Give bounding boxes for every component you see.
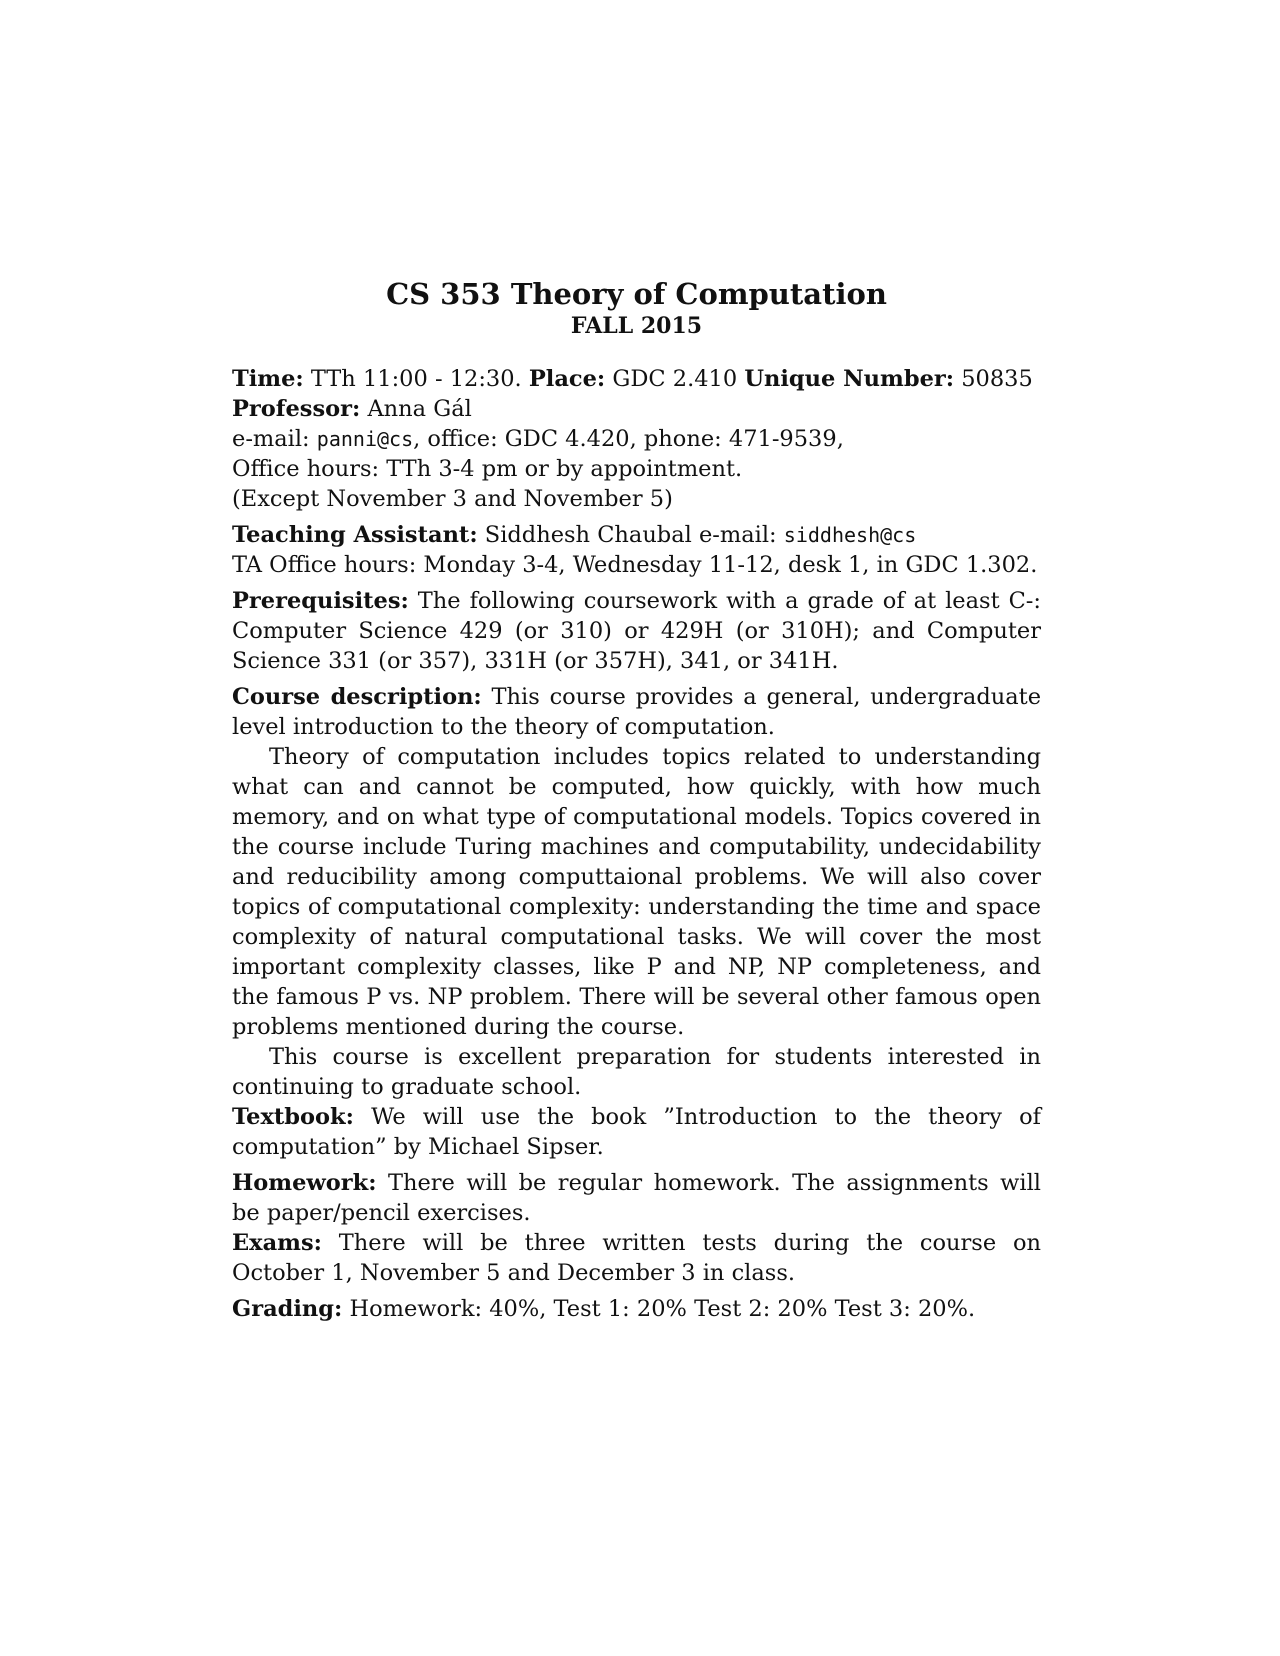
place-label: Place:	[528, 366, 606, 392]
grading-section	[232, 1294, 1041, 1324]
textbook-section	[232, 1102, 1041, 1162]
ta-section	[232, 520, 1041, 580]
textbook-label: Textbook:	[232, 1104, 354, 1130]
ta-office-hours: TA Office hours: Monday 3-4, Wednesday 11-12, desk 1, in GDC 1.302.	[232, 552, 1038, 578]
description-preparation-paragraph: This course is excellent preparation for students interested in continuing to graduate school.	[232, 1044, 1041, 1100]
prerequisites-section	[232, 586, 1041, 676]
professor-contact-rest: , office: GDC 4.420, phone: 471-9539,	[413, 426, 844, 452]
homework-section	[232, 1168, 1041, 1228]
prerequisites-label: Prerequisites:	[232, 588, 409, 614]
unique-number-value: 50835	[961, 366, 1033, 392]
professor-section	[232, 394, 1041, 514]
unique-number-label: Unique Number:	[744, 366, 955, 392]
grading-text: Homework: 40%, Test 1: 20% Test 2: 20% Test 3: 20%.	[349, 1296, 976, 1322]
course-title: CS 353 Theory of Computation	[386, 277, 887, 311]
description-intro: This course provides a general, undergraduate level introduction to the theory of computation.	[232, 684, 1042, 740]
logistics-line	[232, 364, 1041, 394]
place-value: GDC 2.410	[612, 366, 738, 392]
syllabus-page	[232, 276, 1041, 1330]
professor-email-prefix: e-mail:	[232, 426, 310, 452]
professor-line	[232, 394, 1041, 424]
description-intro-paragraph	[232, 682, 1041, 742]
exams-section	[232, 1228, 1041, 1288]
ta-label: Teaching Assistant:	[232, 522, 478, 548]
professor-office-hours-exception: (Except November 3 and November 5)	[232, 486, 673, 512]
textbook-text: We will use the book ”Introduction to the theory of computation” by Michael Sipser.	[232, 1104, 1042, 1160]
exams-text: There will be three written tests during the course on October 1, November 5 and December 3 in class.	[232, 1230, 1041, 1286]
ta-line	[232, 520, 1041, 550]
ta-email: siddhesh@cs	[783, 523, 917, 547]
grading-label: Grading:	[232, 1296, 343, 1322]
ta-name-email-prefix: Siddhesh Chaubal e-mail:	[484, 522, 777, 548]
prerequisites-text: The following coursework with a grade of at least C-: Computer Science 429 (or 310) or 429H (or 310H); and Computer Science 331 (or 357), 331H (or 357H), 341, or 341H.	[232, 588, 1041, 674]
time-label: Time:	[232, 366, 304, 392]
professor-name: Anna Gál	[367, 396, 472, 422]
professor-office-hours: Office hours: TTh 3-4 pm or by appointment.	[232, 456, 743, 482]
description-topics-paragraph: Theory of computation includes topics related to understanding what can and cannot be computed, how quickly, with how much memory, and on what type of computational models. Topics covered in the course include Turing machines and computability, undecidability and reducibility among computtaional problems. We will also cover topics of computational complexity: understanding the time and space complexity of natural computational tasks. We will cover the most important complexity classes, like P and NP, NP completeness, and the famous P vs. NP problem. There will be several other famous open problems mentioned during the course.	[232, 744, 1041, 1040]
course-term: FALL 2015	[570, 313, 703, 339]
professor-contact-line	[232, 424, 1041, 454]
time-value: TTh 11:00 - 12:30.	[310, 366, 522, 392]
professor-email: panni@cs	[316, 427, 414, 451]
description-label: Course description:	[232, 684, 482, 710]
exams-label: Exams:	[232, 1230, 322, 1256]
professor-label: Professor:	[232, 396, 361, 422]
homework-label: Homework:	[232, 1170, 377, 1196]
homework-text: There will be regular homework. The assignments will be paper/pencil exercises.	[232, 1170, 1042, 1226]
description-section	[232, 682, 1041, 1102]
